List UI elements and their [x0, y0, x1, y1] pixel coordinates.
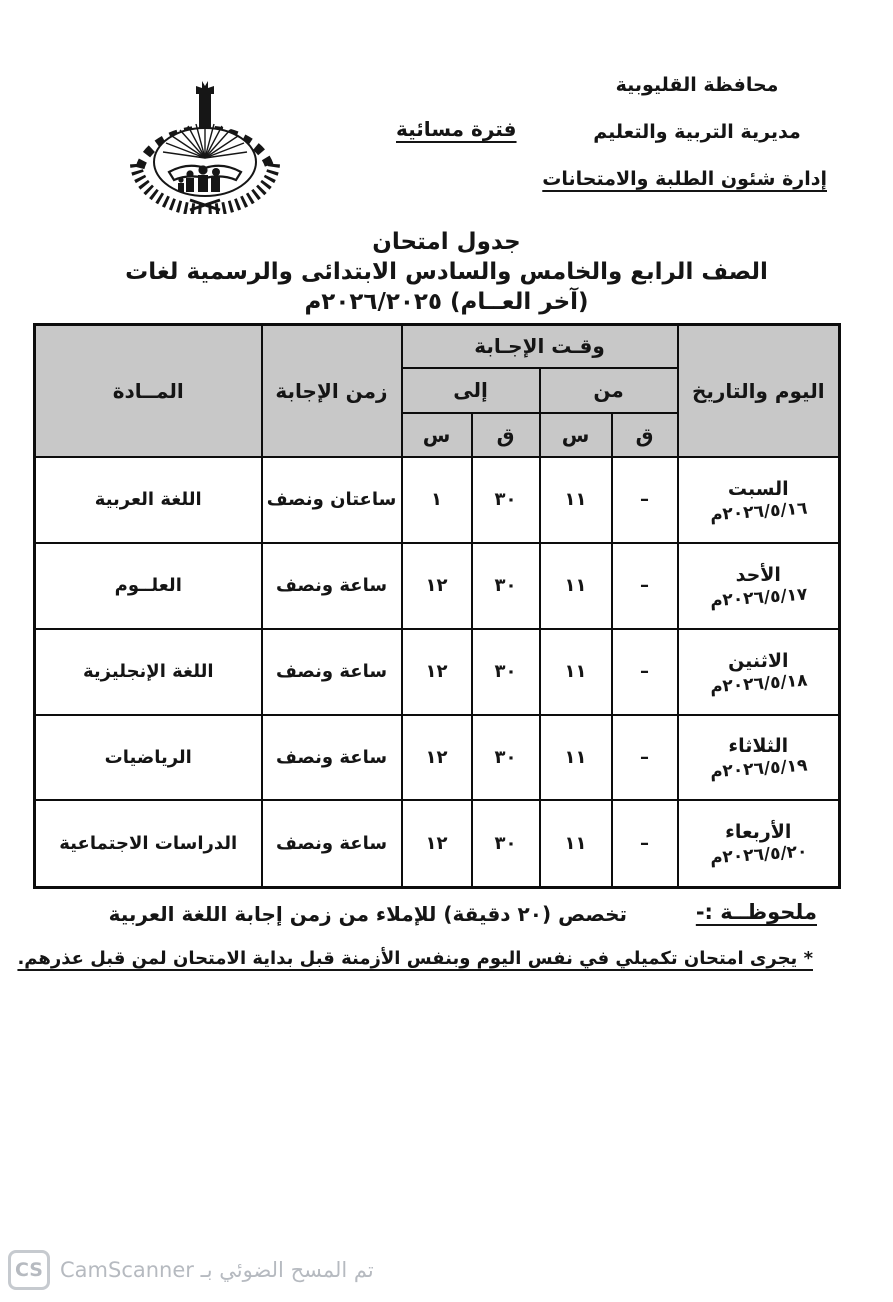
answer-duration: ساعة ونصف	[262, 715, 402, 800]
subject-name: اللغة العربية	[35, 457, 262, 543]
to-hours: ١٢	[402, 629, 472, 715]
exam-date: ٢٠٢٦/٥/١٨م	[708, 670, 808, 697]
camscanner-watermark	[8, 1250, 374, 1290]
camscanner-text: تم المسح الضوئي بـ CamScanner	[60, 1258, 374, 1282]
header-to-minutes: ق	[472, 413, 540, 457]
title-line-1: جدول امتحان	[372, 229, 521, 255]
directorate-name: مديرية التربية والتعليم	[593, 121, 801, 143]
period-label: فترة مسائية	[396, 117, 517, 141]
exam-schedule-table	[33, 323, 841, 889]
header-from-minutes: ق	[612, 413, 678, 457]
exam-date: ٢٠٢٦/٥/١٩م	[708, 755, 808, 783]
header-subject: المــادة	[35, 325, 262, 457]
header-to: إلى	[402, 368, 540, 413]
table-row	[35, 457, 840, 543]
ministry-of-education-emblem-icon	[124, 78, 286, 214]
exam-date: ٢٠٢٦/٥/٢٠م	[708, 841, 808, 869]
subject-name: العلــوم	[35, 543, 262, 629]
to-minutes: ٣٠	[472, 800, 540, 888]
from-hours: ١١	[540, 543, 612, 629]
to-hours: ١٢	[402, 543, 472, 629]
to-hours: ١٢	[402, 800, 472, 888]
day-name: الاثنين	[728, 649, 789, 672]
header-day-date: اليوم والتاريخ	[678, 325, 840, 457]
note-dictation-time: تخصص (٢٠ دقيقة) للإملاء من زمن إجابة اللغة العربية	[108, 902, 627, 926]
from-minutes: –	[612, 457, 678, 543]
to-minutes: ٣٠	[472, 543, 540, 629]
day-name: الثلاثاء	[728, 735, 789, 757]
note-makeup-exam: * يجرى امتحان تكميلي في نفس اليوم وبنفس الأزمنة قبل بداية الامتحان لمن قبل عذرهم.	[17, 948, 813, 969]
from-hours: ١١	[540, 715, 612, 800]
answer-duration: ساعة ونصف	[262, 629, 402, 715]
header-answer-time: وقـت الإجـابة	[402, 325, 678, 368]
governorate-name: محافظة القليوبية	[615, 74, 779, 96]
from-hours: ١١	[540, 457, 612, 543]
title-line-2: الصف الرابع والخامس والسادس الابتدائى والرسمية لغات	[125, 259, 768, 285]
from-minutes: –	[612, 543, 678, 629]
from-hours: ١١	[540, 629, 612, 715]
letterhead-block	[542, 74, 827, 215]
table-row	[35, 800, 840, 888]
day-name: السبت	[727, 477, 789, 500]
to-hours: ١	[402, 457, 472, 543]
table-row	[35, 629, 840, 715]
table-row	[35, 543, 840, 629]
from-minutes: –	[612, 715, 678, 800]
administration-name: إدارة شئون الطلبة والامتحانات	[542, 168, 827, 190]
subject-name: الرياضيات	[35, 715, 262, 800]
from-minutes: –	[612, 800, 678, 888]
to-hours: ١٢	[402, 715, 472, 800]
table-row	[35, 715, 840, 800]
camscanner-badge-icon: CS	[8, 1250, 50, 1290]
day-name: الأحد	[735, 563, 781, 586]
from-hours: ١١	[540, 800, 612, 888]
header-duration: زمن الإجابة	[262, 325, 402, 457]
note-label: ملحوظــة :-	[695, 900, 817, 924]
day-name: الأربعاء	[725, 821, 792, 844]
answer-duration: ساعتان ونصف	[262, 457, 402, 543]
from-minutes: –	[612, 629, 678, 715]
header-from-hours: س	[540, 413, 612, 457]
answer-duration: ساعة ونصف	[262, 543, 402, 629]
answer-duration: ساعة ونصف	[262, 800, 402, 888]
document-title	[0, 227, 893, 317]
to-minutes: ٣٠	[472, 457, 540, 543]
subject-name: اللغة الإنجليزية	[35, 629, 262, 715]
header-to-hours: س	[402, 413, 472, 457]
subject-name: الدراسات الاجتماعية	[35, 800, 262, 888]
header-from: من	[540, 368, 678, 413]
to-minutes: ٣٠	[472, 715, 540, 800]
to-minutes: ٣٠	[472, 629, 540, 715]
title-line-3: (آخر العــام) ٢٠٢٦/٢٠٢٥م	[304, 289, 589, 315]
exam-date: ٢٠٢٦/٥/١٧م	[708, 584, 808, 611]
exam-date: ٢٠٢٦/٥/١٦م	[708, 498, 808, 525]
